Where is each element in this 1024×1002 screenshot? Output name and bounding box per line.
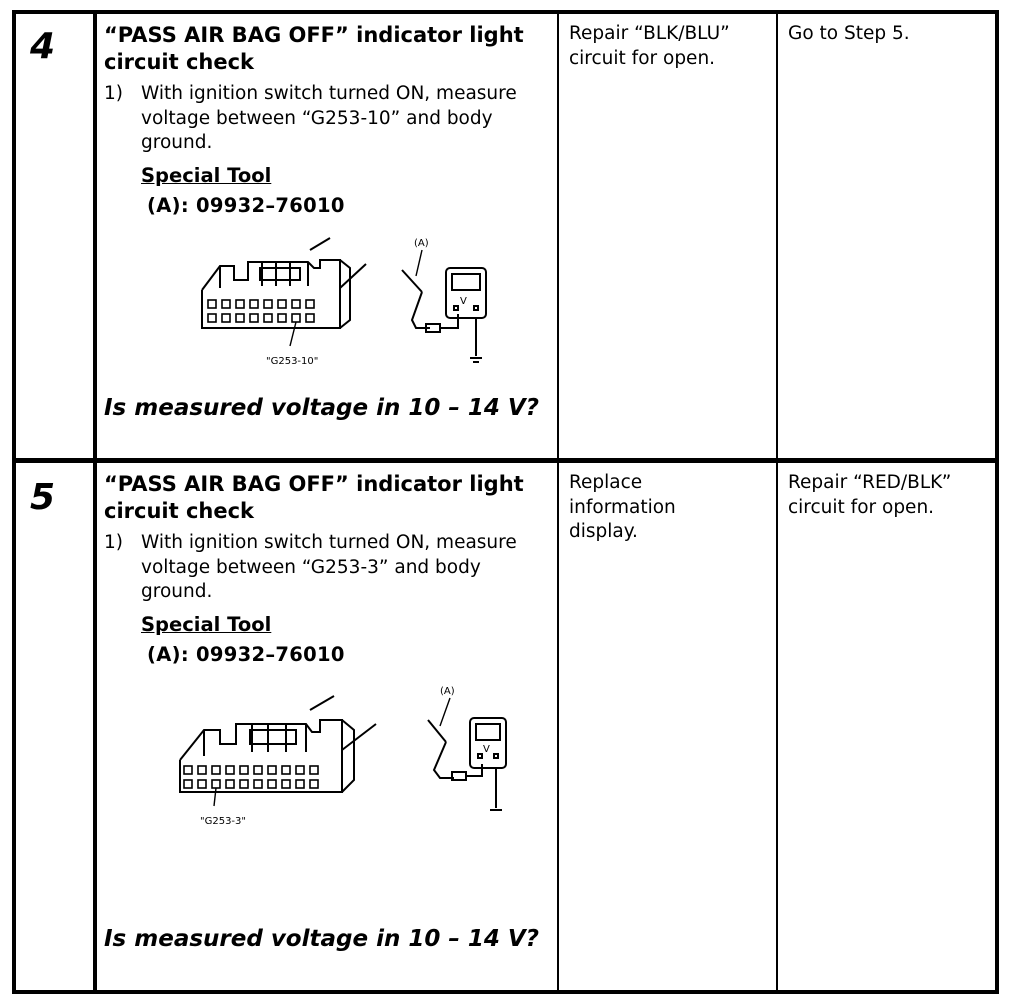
column-divider-yes (557, 10, 559, 994)
table-border-top (12, 10, 999, 14)
instruction-number: 1) (104, 532, 123, 553)
meter-v-label: V (460, 296, 467, 307)
step-title: “PASS AIR BAG OFF” indicator light circuit check (104, 23, 524, 74)
step-number: 4 (30, 26, 56, 67)
yes-action: Replace information display. (569, 472, 676, 542)
question: Is measured voltage in 10 – 14 V? (104, 395, 540, 421)
terminal-label: "G253-10" (266, 356, 319, 367)
tool-callout-label: (A) (440, 686, 455, 697)
table-border-left (12, 10, 16, 994)
column-divider-step (93, 10, 97, 994)
special-tool-label: Special Tool (141, 164, 272, 187)
step-title: “PASS AIR BAG OFF” indicator light circuit check (104, 472, 524, 523)
instruction-text: With ignition switch turned ON, measure voltage between “G253-10” and body ground. (141, 83, 517, 153)
no-action: Go to Step 5. (788, 23, 910, 44)
tool-callout-label: (A) (414, 238, 429, 249)
table-border-right (995, 10, 999, 994)
connector-illustration (180, 696, 376, 806)
no-action: Repair “RED/BLK” circuit for open. (788, 472, 952, 518)
voltmeter-illustration (428, 686, 506, 810)
voltmeter-illustration (402, 238, 486, 362)
step-number: 5 (30, 477, 56, 518)
table-border-bottom (12, 990, 999, 994)
yes-action: Repair “BLK/BLU” circuit for open. (569, 23, 730, 69)
special-tool-code: (A): 09932–76010 (147, 643, 345, 666)
instruction-number: 1) (104, 83, 123, 104)
question: Is measured voltage in 10 – 14 V? (104, 926, 540, 952)
terminal-label: "G253-3" (200, 816, 247, 827)
instruction-text: With ignition switch turned ON, measure voltage between “G253-3” and body ground. (141, 532, 517, 602)
special-tool-label: Special Tool (141, 613, 272, 636)
row-divider (12, 458, 999, 463)
special-tool-code: (A): 09932–76010 (147, 194, 345, 217)
connector-illustration (202, 238, 366, 346)
meter-v-label: V (483, 744, 490, 755)
connector-voltmeter-figure (190, 228, 510, 378)
connector-voltmeter-figure (170, 680, 530, 840)
column-divider-no (776, 10, 778, 994)
